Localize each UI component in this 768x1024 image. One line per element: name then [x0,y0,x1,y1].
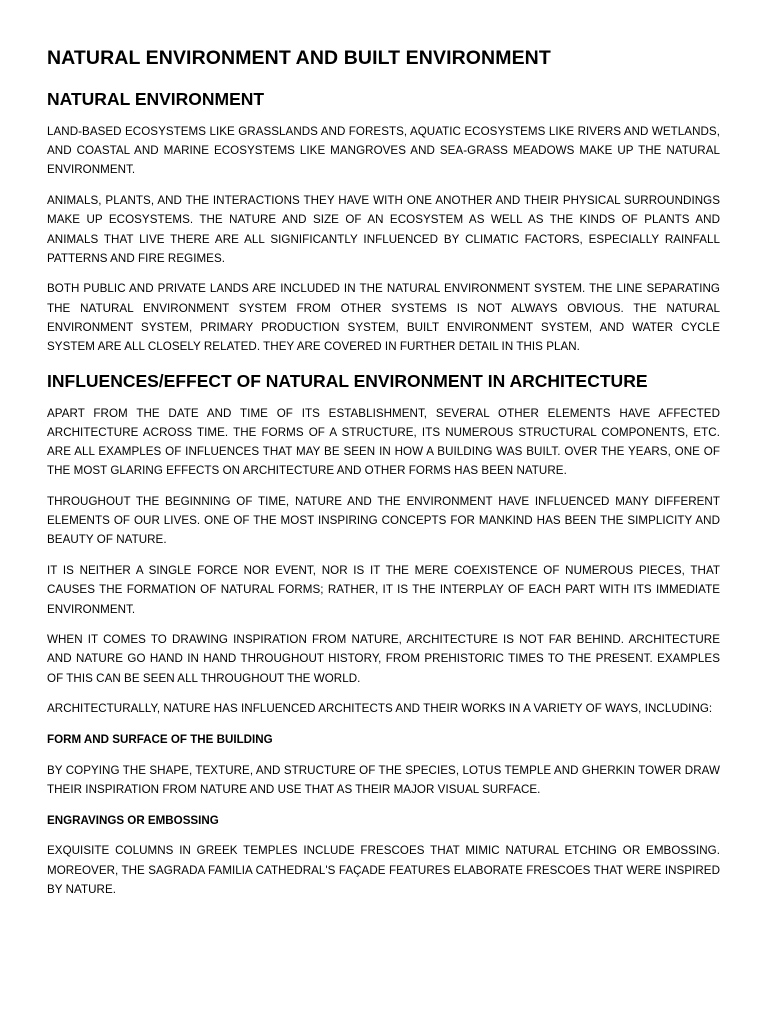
paragraph: WHEN IT COMES TO DRAWING INSPIRATION FROM NATURE, ARCHITECTURE IS NOT FAR BEHIND. ARCHITECTURE AND NATURE GO HAND IN HAND THROUGHOUT HISTORY, FROM PREHISTORIC TIMES TO THE PRESENT. EXAMPLES OF THIS CAN BE SEEN ALL THROUGHOUT THE WORLD. [47,633,720,685]
subsection-heading-form-surface: FORM AND SURFACE OF THE BUILDING [47,733,273,747]
paragraph: ARCHITECTURALLY, NATURE HAS INFLUENCED ARCHITECTS AND THEIR WORKS IN A VARIETY OF WAYS, INCLUDING: [47,702,713,716]
section-heading-natural-environment: NATURAL ENVIRONMENT [47,89,265,109]
section-heading-influences: INFLUENCES/EFFECT OF NATURAL ENVIRONMENT IN ARCHITECTURE [47,370,648,391]
paragraph: EXQUISITE COLUMNS IN GREEK TEMPLES INCLUDE FRESCOES THAT MIMIC NATURAL ETCHING OR EMBOSSING. MOREOVER, THE SAGRADA FAMILIA CATHEDRAL'S FAÇADE FEATURES ELABORATE FRESCOES THAT WERE INSPIRED BY NATURE. [47,844,720,896]
document-page [47,44,720,911]
paragraph: LAND-BASED ECOSYSTEMS LIKE GRASSLANDS AND FORESTS, AQUATIC ECOSYSTEMS LIKE RIVERS AND WETLANDS, AND COASTAL AND MARINE ECOSYSTEMS LIKE MANGROVES AND SEA-GRASS MEADOWS MAKE UP THE NATURAL ENVIRONMENT. [47,125,720,177]
paragraph: BY COPYING THE SHAPE, TEXTURE, AND STRUCTURE OF THE SPECIES, LOTUS TEMPLE AND GHERKIN TOWER DRAW THEIR INSPIRATION FROM NATURE AND USE THAT AS THEIR MAJOR VISUAL SURFACE. [47,763,720,796]
paragraph: BOTH PUBLIC AND PRIVATE LANDS ARE INCLUDED IN THE NATURAL ENVIRONMENT SYSTEM. THE LINE SEPARATING THE NATURAL ENVIRONMENT SYSTEM FROM OTHER SYSTEMS IS NOT ALWAYS OBVIOUS. THE NATURAL ENVIRONMENT SYSTEM, PRIMARY PRODUCTION SYSTEM, BUILT ENVIRONMENT SYSTEM, AND WATER CYCLE SYSTEM ARE ALL CLOSELY RELATED. THEY ARE COVERED IN FURTHER DETAIL IN THIS PLAN. [47,282,720,354]
subsection-heading-engravings: ENGRAVINGS OR EMBOSSING [47,813,219,827]
paragraph: ANIMALS, PLANTS, AND THE INTERACTIONS THEY HAVE WITH ONE ANOTHER AND THEIR PHYSICAL SURROUNDINGS MAKE UP ECOSYSTEMS. THE NATURE AND SIZE OF AN ECOSYSTEM AS WELL AS THE KINDS OF PLANTS AND ANIMALS THAT LIVE THERE ARE ALL SIGNIFICANTLY INFLUENCED BY CLIMATIC FACTORS, ESPECIALLY RAINFALL PATTERNS AND FIRE REGIMES. [47,194,720,265]
paragraph: IT IS NEITHER A SINGLE FORCE NOR EVENT, NOR IS IT THE MERE COEXISTENCE OF NUMEROUS PIECES, THAT CAUSES THE FORMATION OF NATURAL FORMS; RATHER, IT IS THE INTERPLAY OF EACH PART WITH ITS IMMEDIATE ENVIRONMENT. [47,564,720,616]
document-title: NATURAL ENVIRONMENT AND BUILT ENVIRONMENT [47,47,551,69]
paragraph: APART FROM THE DATE AND TIME OF ITS ESTABLISHMENT, SEVERAL OTHER ELEMENTS HAVE AFFECTED ARCHITECTURE ACROSS TIME. THE FORMS OF A STRUCTURE, ITS NUMEROUS STRUCTURAL COMPONENTS, ETC. ARE ALL EXAMPLES OF INFLUENCES THAT MAY BE SEEN IN HOW A BUILDING WAS BUILT. OVER THE YEARS, ONE OF THE MOST GLARING EFFECTS ON ARCHITECTURE AND OTHER FORMS HAS BEEN NATURE. [47,406,720,478]
paragraph: THROUGHOUT THE BEGINNING OF TIME, NATURE AND THE ENVIRONMENT HAVE INFLUENCED MANY DIFFERENT ELEMENTS OF OUR LIVES. ONE OF THE MOST INSPIRING CONCEPTS FOR MANKIND HAS BEEN THE SIMPLICITY AND BEAUTY OF NATURE. [47,495,720,547]
